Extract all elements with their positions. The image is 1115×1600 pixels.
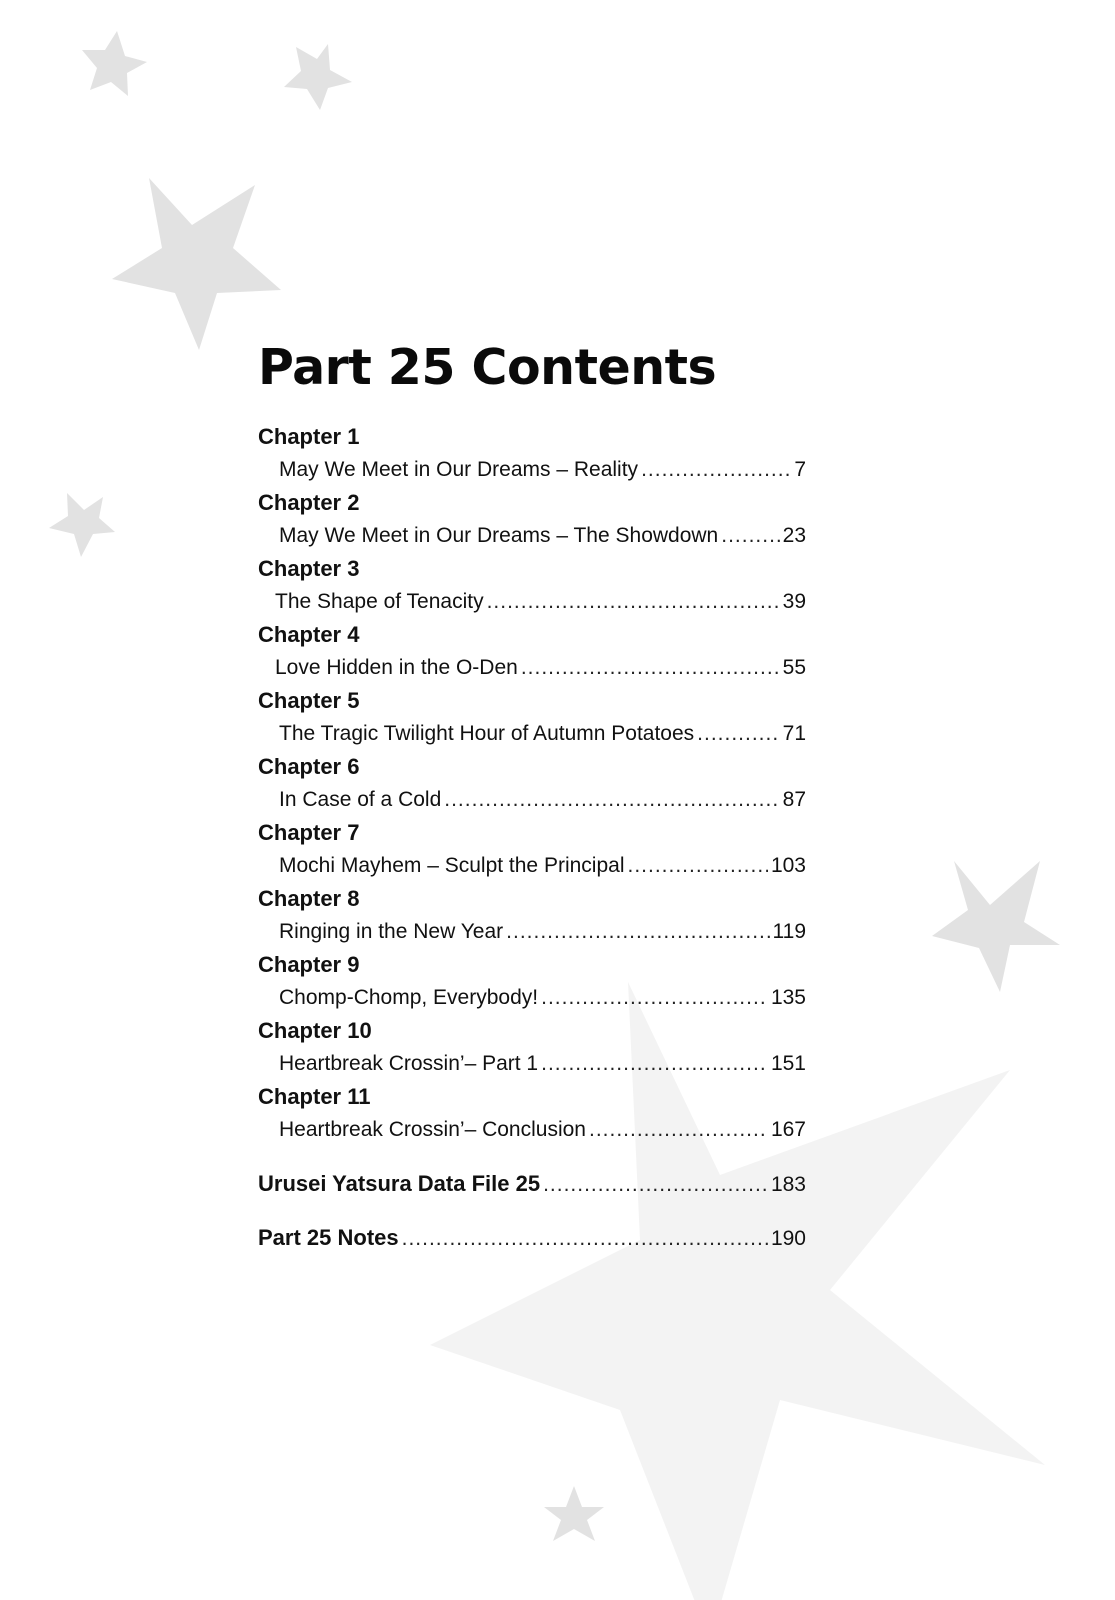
star-icon [544,1486,604,1541]
entry-title: Heartbreak Crossin’– Conclusion [279,1118,586,1141]
entry-page-number: 103 [770,854,806,877]
entry-page-number: 7 [794,458,806,481]
entry-page-number: 39 [782,590,806,613]
entry-page-number: 23 [782,524,806,547]
toc-entry-data-file[interactable] [258,1167,806,1200]
entry-page-number: 55 [782,656,806,679]
toc-entry-notes[interactable] [258,1221,806,1254]
chapter-label: Chapter 6 [258,754,360,779]
chapter-block [258,552,806,618]
chapter-block [258,420,806,486]
dot-leader [541,1047,768,1080]
dot-leader [521,651,780,684]
chapter-label: Chapter 8 [258,886,360,911]
entry-title: Part 25 Notes [258,1225,399,1250]
chapter-label: Chapter 10 [258,1018,372,1043]
chapter-block [258,486,806,552]
toc-entry[interactable] [258,783,806,816]
toc-entry[interactable] [258,981,806,1014]
entry-title: In Case of a Cold [279,788,442,811]
entry-page-number: 119 [772,920,806,943]
dot-leader [628,849,768,882]
entry-title: Chomp-Chomp, Everybody! [279,986,539,1009]
chapter-label: Chapter 9 [258,952,360,977]
toc-entry[interactable] [258,1047,806,1080]
entry-page-number: 190 [770,1227,806,1250]
chapter-block [258,882,806,948]
entry-title: May We Meet in Our Dreams – The Showdown [279,524,719,547]
star-icon [932,861,1060,992]
dot-leader [641,453,791,486]
table-of-contents [258,420,806,1254]
dot-leader [697,717,779,750]
page-title: Part 25 Contents [258,339,717,396]
star-icon [82,31,147,96]
entry-title: The Tragic Twilight Hour of Autumn Potatoes [279,722,695,745]
chapter-label: Chapter 2 [258,490,360,515]
chapter-block [258,750,806,816]
chapter-block [258,618,806,684]
dot-leader [402,1222,768,1255]
entry-title: Love Hidden in the O-Den [275,656,518,679]
dot-leader [541,981,768,1014]
chapter-label: Chapter 4 [258,622,360,647]
toc-entry[interactable] [258,849,806,882]
toc-entry[interactable] [258,519,806,552]
chapter-block [258,1080,806,1146]
chapter-block [258,816,806,882]
entry-page-number: 71 [782,722,806,745]
entry-title: The Shape of Tenacity [275,590,484,613]
dot-leader [543,1168,768,1201]
entry-page-number: 183 [770,1173,806,1196]
chapter-label: Chapter 1 [258,424,360,449]
chapter-label: Chapter 3 [258,556,360,581]
star-icon [112,178,281,350]
dot-leader [589,1113,768,1146]
chapter-label: Chapter 5 [258,688,360,713]
toc-entry[interactable] [258,1113,806,1146]
entry-page-number: 135 [770,986,806,1009]
toc-entry[interactable] [258,453,806,486]
toc-entry[interactable] [258,585,806,618]
entry-page-number: 167 [770,1118,806,1141]
dot-leader [487,585,780,618]
chapter-block [258,684,806,750]
star-icon [49,493,115,557]
toc-entry[interactable] [258,717,806,750]
entry-title: Heartbreak Crossin’– Part 1 [279,1052,539,1075]
entry-title: Urusei Yatsura Data File 25 [258,1171,541,1196]
toc-entry[interactable] [258,915,806,948]
dot-leader [721,519,779,552]
entry-title: Ringing in the New Year [279,920,504,943]
entry-title: May We Meet in Our Dreams – Reality [279,458,639,481]
entry-page-number: 151 [770,1052,806,1075]
star-icon [284,44,352,110]
chapter-block [258,1014,806,1080]
chapter-label: Chapter 11 [258,1084,371,1109]
entry-page-number: 87 [782,788,806,811]
dot-leader [506,915,769,948]
chapter-block [258,948,806,1014]
toc-entry[interactable] [258,651,806,684]
entry-title: Mochi Mayhem – Sculpt the Principal [279,854,625,877]
chapter-label: Chapter 7 [258,820,360,845]
dot-leader [444,783,779,816]
